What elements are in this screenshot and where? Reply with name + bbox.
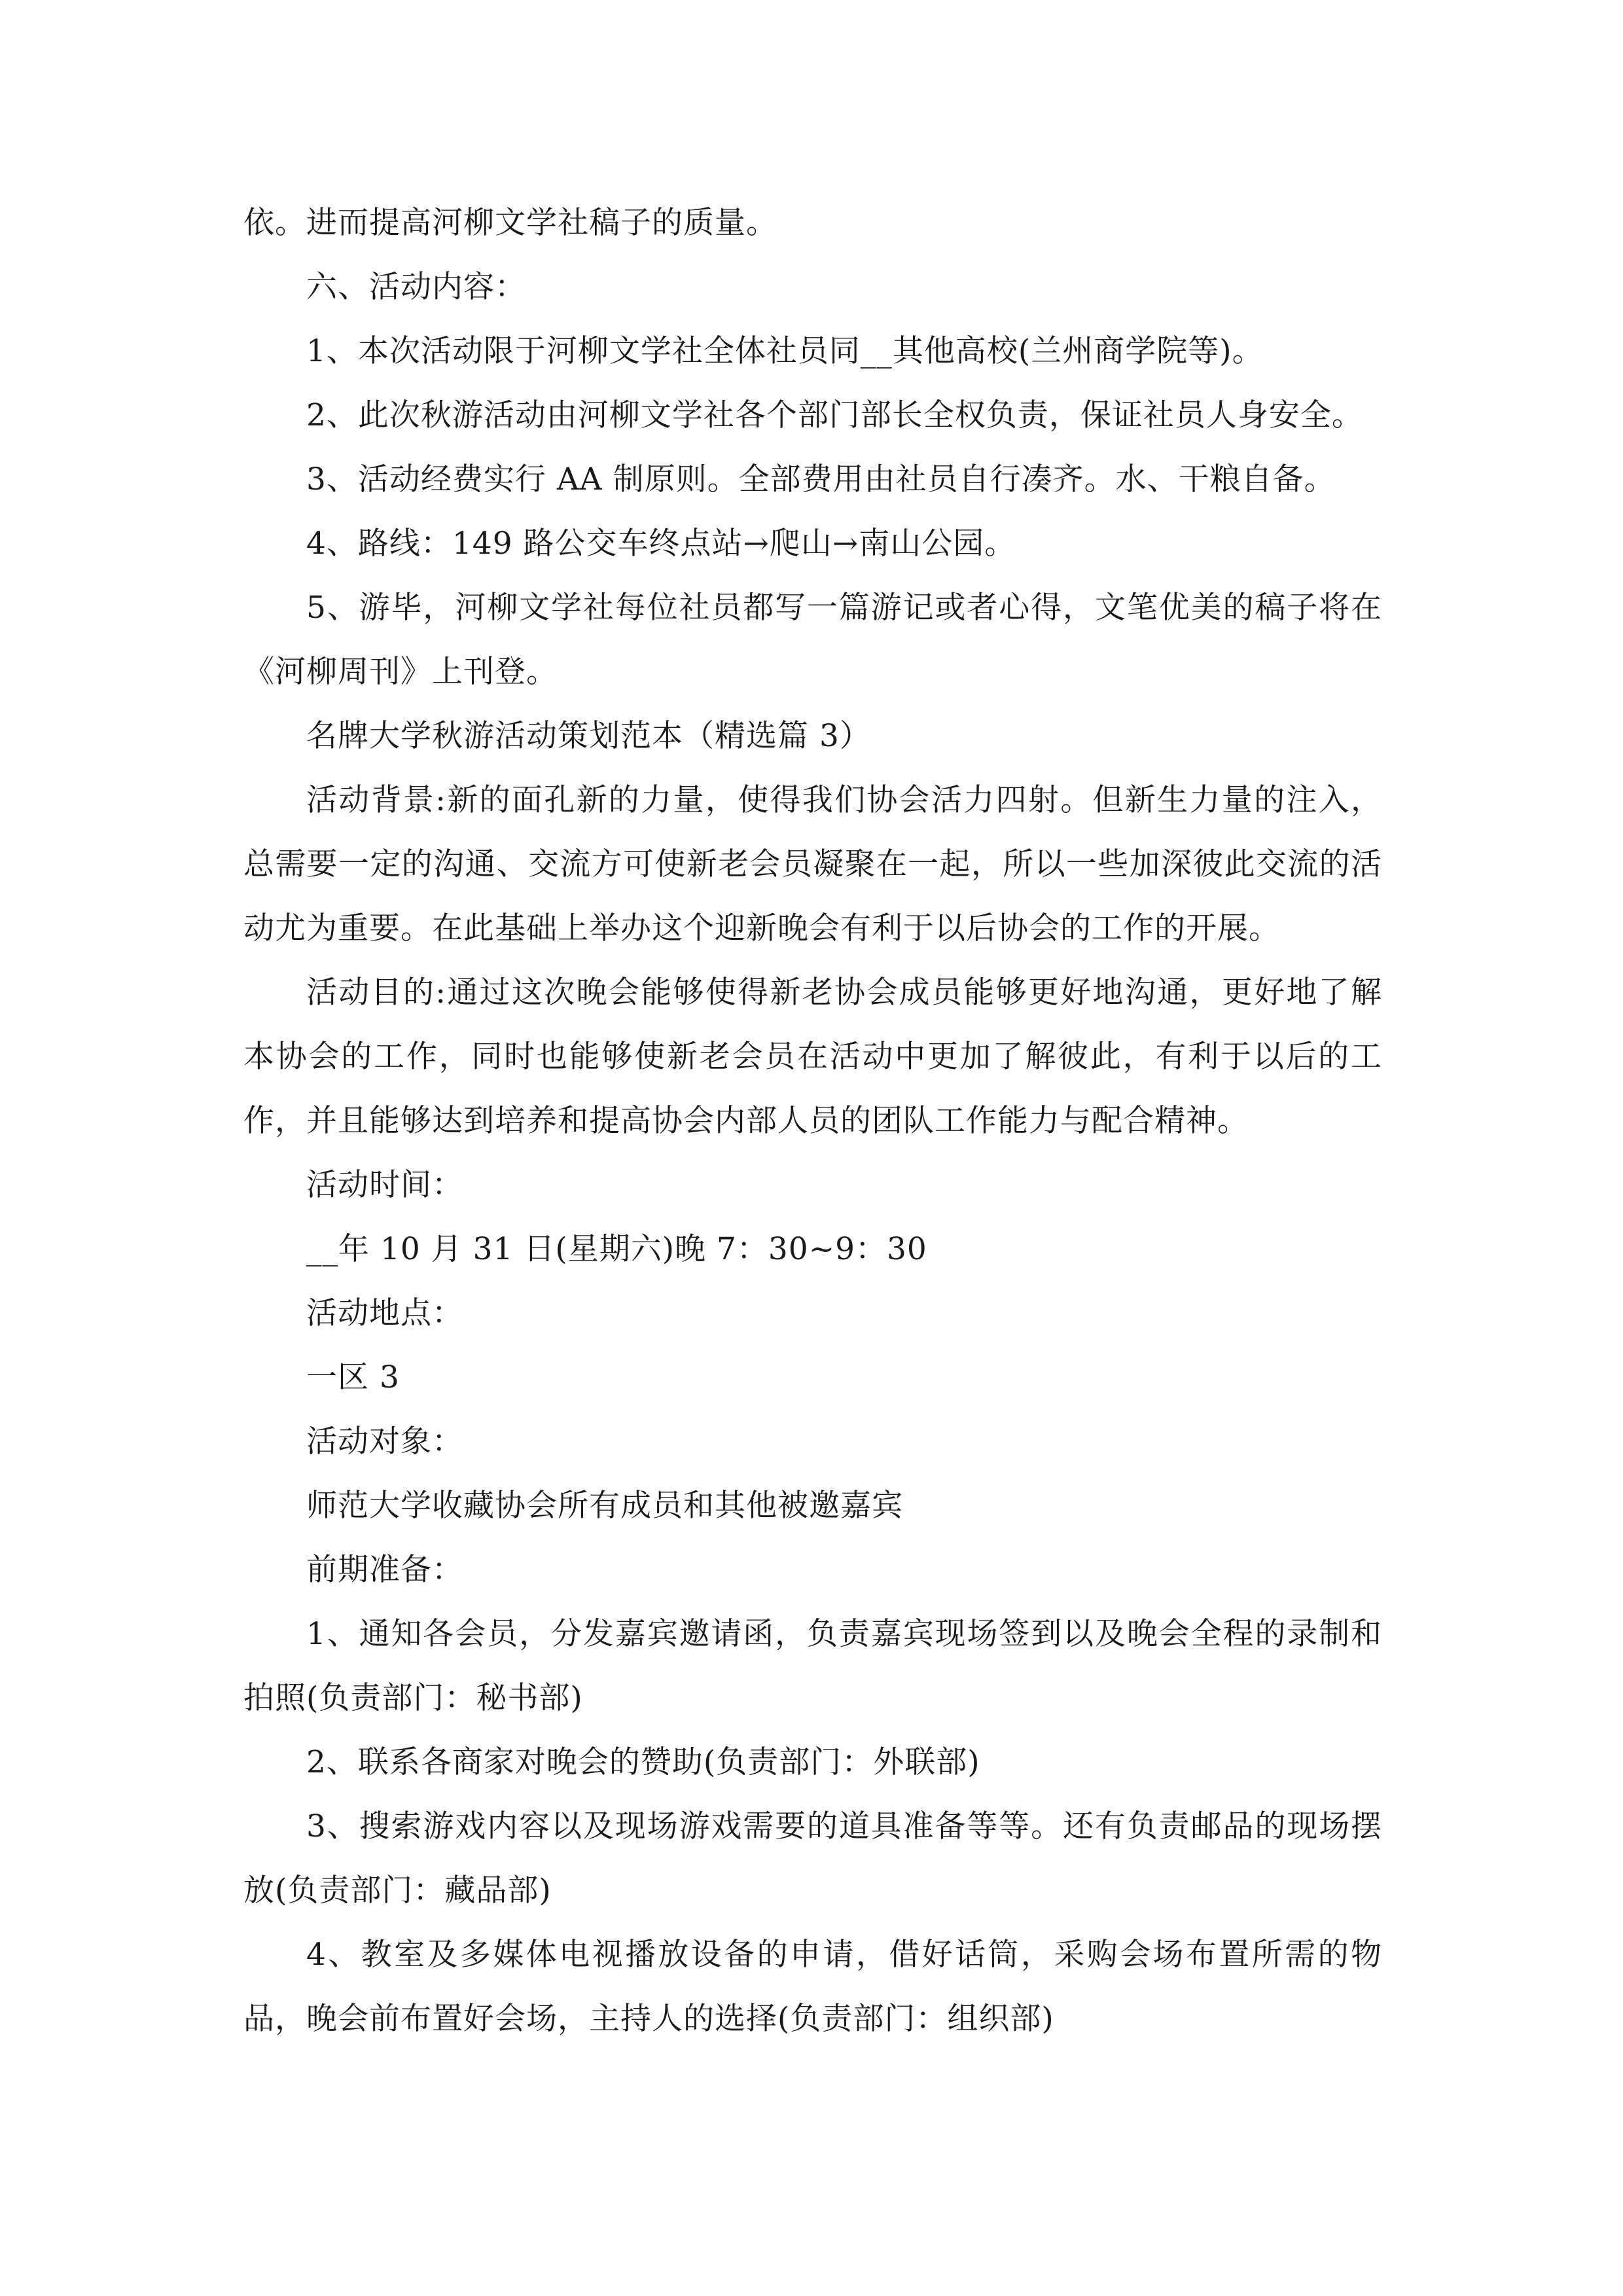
list-item: 2、此次秋游活动由河柳文学社各个部门部长全权负责，保证社员人身安全。: [306, 397, 1363, 433]
list-item: 5、游毕，河柳文学社每位社员都写一篇游记或者心得，文笔优美的稿子将在《河柳周刊》上刊登。: [243, 590, 1382, 690]
list-item: 2、联系各商家对晚会的赞助(负责部门：外联部): [306, 1744, 980, 1780]
value-location: 一区 3: [306, 1359, 400, 1395]
value-audience: 师范大学收藏协会所有成员和其他被邀嘉宾: [306, 1488, 903, 1524]
list-item: 3、搜索游戏内容以及现场游戏需要的道具准备等等。还有负责邮品的现场摆放(负责部门：藏品部): [243, 1808, 1382, 1909]
list-item: 3、活动经费实行 AA 制原则。全部费用由社员自行凑齐。水、干粮自备。: [306, 461, 1336, 497]
section-title: 名牌大学秋游活动策划范本（精选篇 3）: [306, 718, 871, 754]
paragraph-purpose: 活动目的:通过这次晚会能够使得新老协会成员能够更好地沟通，更好地了解本协会的工作，同时也能够使新老会员在活动中更加了解彼此，有利于以后的工作，并且能够达到培养和提高协会内部人员的团队工作能力与配合精神。: [243, 975, 1382, 1139]
document-body: [243, 191, 1382, 2051]
label-location: 活动地点：: [306, 1295, 463, 1331]
label-time: 活动时间：: [306, 1167, 463, 1203]
list-item: 4、教室及多媒体电视播放设备的申请，借好话筒，采购会场布置所需的物品，晚会前布置好会场，主持人的选择(负责部门：组织部): [243, 1937, 1382, 2037]
section-heading-activity-content: 六、活动内容：: [306, 269, 526, 305]
paragraph-background: 活动背景:新的面孔新的力量，使得我们协会活力四射。但新生力量的注入，总需要一定的沟通、交流方可使新老会员凝聚在一起，所以一些加深彼此交流的活动尤为重要。在此基础上举办这个迎新晚会有利于以后协会的工作的开展。: [243, 782, 1382, 946]
label-preparation: 前期准备：: [306, 1552, 463, 1588]
list-item: 1、通知各会员，分发嘉宾邀请函，负责嘉宾现场签到以及晚会全程的录制和拍照(负责部门：秘书部): [243, 1616, 1382, 1716]
list-item: 1、本次活动限于河柳文学社全体社员同__其他高校(兰州商学院等)。: [306, 333, 1264, 369]
paragraph-continuation: 依。进而提高河柳文学社稿子的质量。: [243, 205, 777, 241]
list-item: 4、路线：149 路公交车终点站→爬山→南山公园。: [306, 526, 1016, 562]
value-time: __年 10 月 31 日(星期六)晚 7：30~9：30: [306, 1231, 927, 1267]
label-audience: 活动对象：: [306, 1424, 463, 1460]
